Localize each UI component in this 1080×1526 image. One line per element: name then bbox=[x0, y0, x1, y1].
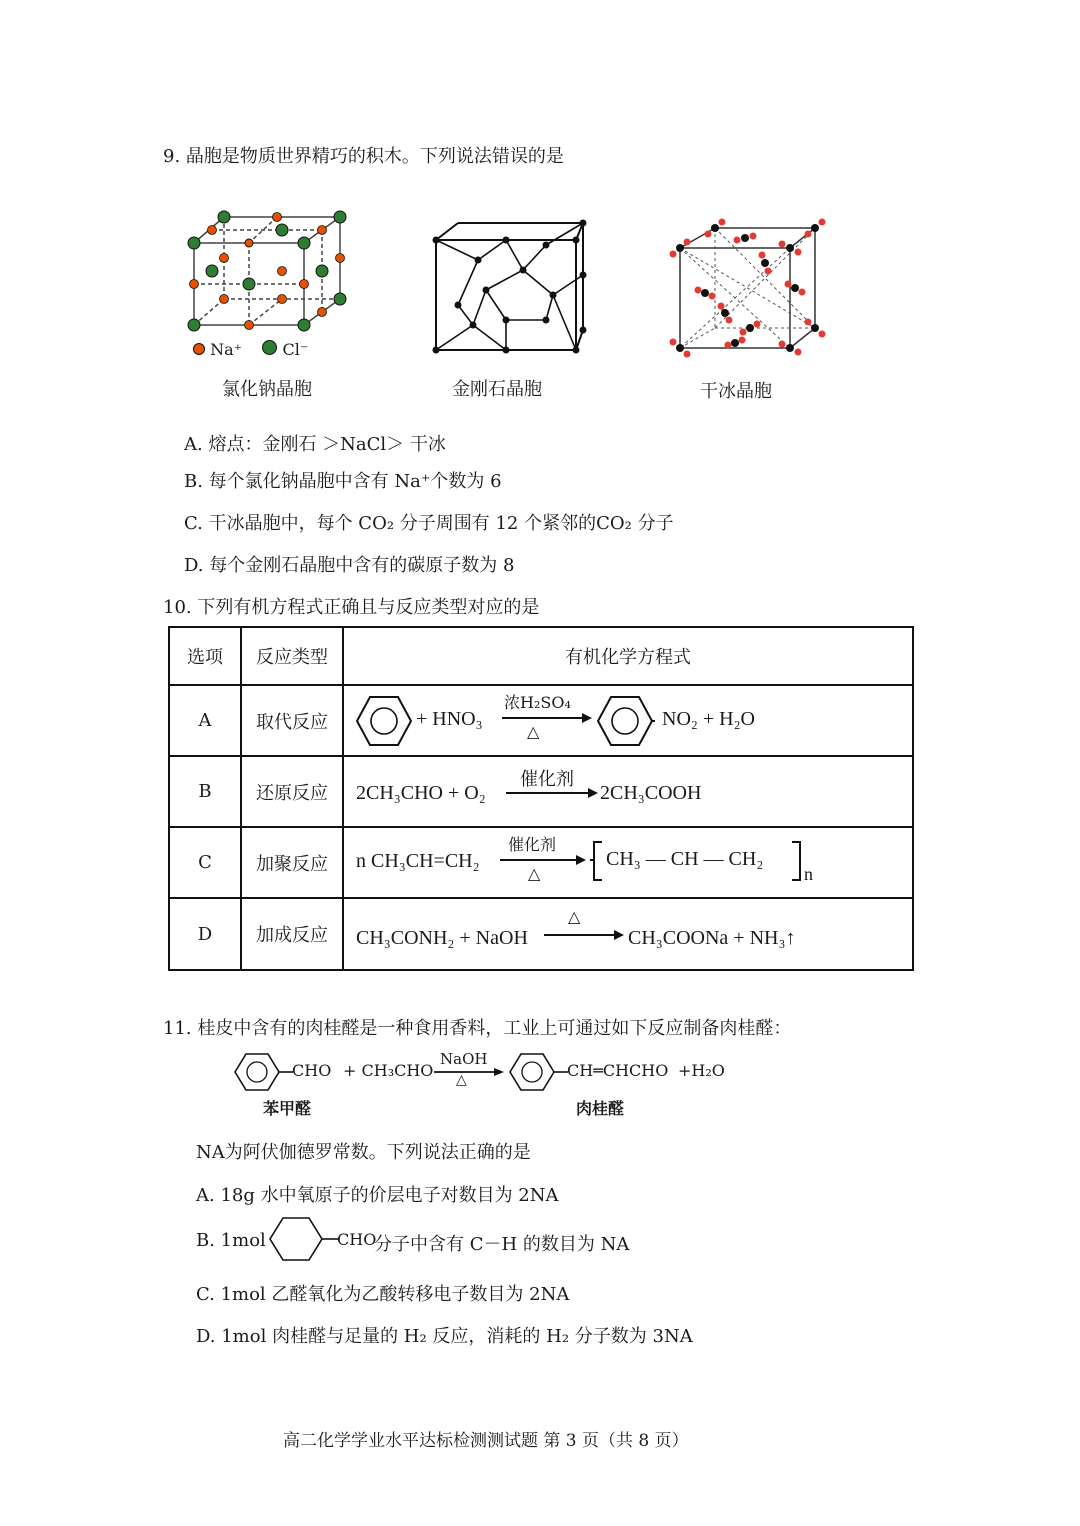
cinnamaldehyde-label: 肉桂醛 bbox=[576, 1099, 625, 1118]
q9-option-a: A. 熔点：金刚石 ＞NaCl＞ 干冰 bbox=[184, 434, 446, 455]
table-row bbox=[169, 898, 913, 970]
reaction-cond-top: NaOH bbox=[440, 1050, 488, 1068]
table-header-row bbox=[169, 627, 913, 685]
na-ion-icon bbox=[193, 343, 205, 355]
row-a-left: + HNO₃ bbox=[416, 708, 483, 730]
row-b-equation bbox=[343, 756, 913, 827]
row-c-right: CH₃ — CH — CH₂ bbox=[606, 848, 764, 870]
row-b-option: B bbox=[169, 756, 241, 827]
q11-option-b-group: CHO bbox=[337, 1230, 377, 1249]
row-a-option: A bbox=[169, 685, 241, 756]
q9-option-d: D. 每个金刚石晶胞中含有的碳原子数为 8 bbox=[184, 555, 515, 576]
question-9-stem: 9. 晶胞是物质世界精巧的积木。下列说法错误的是 bbox=[163, 146, 564, 167]
benzaldehyde-structure-icon bbox=[233, 1052, 295, 1092]
q11-note: NA为阿伏伽德罗常数。下列说法正确的是 bbox=[196, 1142, 531, 1163]
row-c-type: 加聚反应 bbox=[241, 827, 343, 898]
row-c-option: C bbox=[169, 827, 241, 898]
question-10-stem: 10. 下列有机方程式正确且与反应类型对应的是 bbox=[163, 597, 540, 618]
row-b-cond-top: 催化剂 bbox=[520, 769, 574, 790]
cl-ion-icon bbox=[262, 340, 277, 355]
acetaldehyde-term: + CH₃CHO bbox=[343, 1061, 434, 1080]
benzaldehyde-structure-icon bbox=[268, 1216, 338, 1262]
q11-option-a: A. 18g 水中氧原子的价层电子对数目为 2NA bbox=[196, 1185, 559, 1206]
left-bracket-icon bbox=[590, 840, 604, 882]
benzene-ring-icon bbox=[597, 695, 655, 747]
cl-ion-label: Cl⁻ bbox=[282, 340, 309, 359]
row-a-equation bbox=[343, 685, 913, 756]
row-b-left: 2CH₃CHO + O₂ bbox=[356, 782, 486, 804]
table-row bbox=[169, 827, 913, 898]
header-option: 选项 bbox=[169, 627, 241, 685]
cinnamaldehyde-chain: CH═CHCHO bbox=[567, 1061, 669, 1080]
caption-nacl: 氯化钠晶胞 bbox=[222, 379, 312, 400]
q11-option-b-suffix: 分子中含有 C－H 的数目为 NA bbox=[374, 1234, 630, 1255]
reaction-arrow-icon bbox=[544, 929, 624, 941]
benzene-ring-icon bbox=[356, 695, 412, 747]
row-d-cond-top: △ bbox=[568, 907, 581, 926]
cinnamaldehyde-structure-icon bbox=[508, 1052, 570, 1092]
caption-dry-ice: 干冰晶胞 bbox=[700, 381, 772, 402]
row-a-right: NO₂ + H₂O bbox=[662, 708, 755, 730]
q9-option-c: C. 干冰晶胞中，每个 CO₂ 分子周围有 12 个紧邻的CO₂ 分子 bbox=[184, 513, 674, 534]
row-d-option: D bbox=[169, 898, 241, 970]
q11-option-b-prefix: B. 1mol bbox=[196, 1230, 266, 1251]
row-c-left: n CH₃CH=CH₂ bbox=[356, 850, 480, 872]
table-row bbox=[169, 756, 913, 827]
nacl-legend bbox=[193, 340, 308, 359]
row-c-equation bbox=[343, 827, 913, 898]
q9-option-b: B. 每个氯化钠晶胞中含有 Na⁺个数为 6 bbox=[184, 471, 502, 492]
dry-ice-crystal-figure bbox=[665, 218, 830, 360]
header-equation: 有机化学方程式 bbox=[343, 627, 913, 685]
q11-option-c: C. 1mol 乙醛氧化为乙酸转移电子数目为 2NA bbox=[196, 1284, 570, 1305]
row-b-right: 2CH₃COOH bbox=[600, 782, 702, 804]
row-d-left: CH₃CONH₂ + NaOH bbox=[356, 927, 528, 949]
row-c-cond-bottom: △ bbox=[528, 864, 541, 883]
page-footer: 高二化学学业水平达标检测测试题 第 3 页（共 8 页） bbox=[283, 1431, 689, 1451]
question-11-stem: 11. 桂皮中含有的肉桂醛是一种食用香料，工业上可通过如下反应制备肉桂醛： bbox=[163, 1018, 792, 1039]
right-bracket-icon bbox=[790, 840, 804, 882]
na-ion-label: Na⁺ bbox=[210, 340, 243, 359]
row-d-equation bbox=[343, 898, 913, 970]
reaction-table bbox=[168, 626, 914, 971]
row-a-type: 取代反应 bbox=[241, 685, 343, 756]
caption-diamond: 金刚石晶胞 bbox=[452, 379, 542, 400]
header-type: 反应类型 bbox=[241, 627, 343, 685]
reaction-arrow-icon bbox=[434, 1067, 504, 1077]
row-a-cond-top: 浓H₂SO₄ bbox=[504, 693, 571, 712]
water-term: +H₂O bbox=[678, 1061, 725, 1080]
reaction-arrow-icon bbox=[506, 787, 598, 799]
row-d-type: 加成反应 bbox=[241, 898, 343, 970]
reaction-cond-bottom: △ bbox=[456, 1072, 467, 1088]
row-c-cond-top: 催化剂 bbox=[508, 835, 557, 854]
reaction-arrow-icon bbox=[500, 854, 586, 866]
diamond-crystal-figure bbox=[428, 215, 593, 360]
row-c-subscript: n bbox=[804, 864, 813, 884]
table-row bbox=[169, 685, 913, 756]
benzaldehyde-label: 苯甲醛 bbox=[263, 1099, 312, 1118]
q11-option-d: D. 1mol 肉桂醛与足量的 H₂ 反应，消耗的 H₂ 分子数为 3NA bbox=[196, 1326, 693, 1347]
row-b-type: 还原反应 bbox=[241, 756, 343, 827]
row-d-right: CH₃COONa + NH₃↑ bbox=[628, 927, 796, 949]
row-a-cond-bottom: △ bbox=[527, 722, 540, 741]
reaction-arrow-icon bbox=[502, 712, 592, 724]
benzaldehyde-cho: CHO bbox=[292, 1061, 332, 1080]
